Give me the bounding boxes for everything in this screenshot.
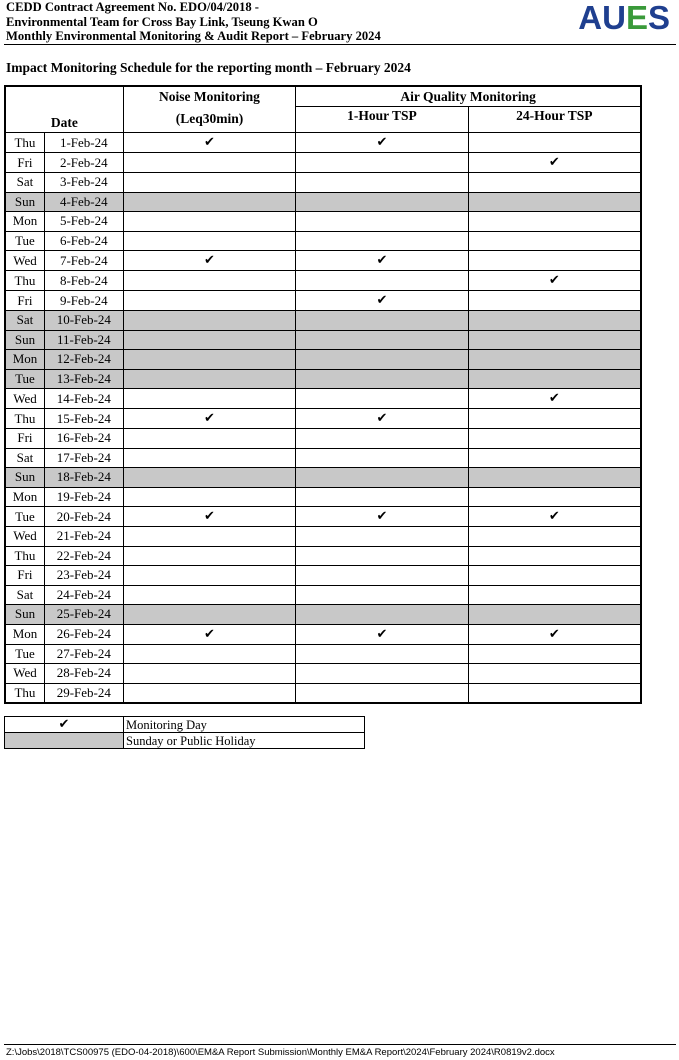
tsp1-cell	[296, 409, 468, 429]
schedule-row	[5, 251, 641, 271]
tsp1-cell	[296, 664, 468, 684]
air-quality-header: Air Quality Monitoring	[296, 86, 641, 107]
check-icon: ✔	[376, 626, 388, 642]
schedule-row	[5, 429, 641, 449]
tsp1-cell	[296, 173, 468, 193]
check-icon: ✔	[204, 509, 215, 524]
check-icon: ✔	[548, 391, 560, 406]
tsp1-cell	[296, 566, 468, 586]
tsp24-cell	[468, 369, 641, 389]
noise-cell	[123, 369, 296, 389]
tsp24-cell	[468, 173, 641, 193]
day-cell: Wed	[5, 389, 44, 409]
date-cell: 29-Feb-24	[44, 683, 123, 703]
date-cell: 25-Feb-24	[44, 605, 123, 625]
schedule-row	[5, 487, 641, 507]
check-icon: ✔	[204, 135, 215, 150]
tsp1-cell	[296, 487, 468, 507]
tsp1-header: 1-Hour TSP	[296, 107, 468, 133]
check-icon: ✔	[376, 253, 388, 268]
noise-cell	[123, 311, 296, 331]
tsp24-cell	[468, 350, 641, 370]
day-cell: Sat	[5, 173, 44, 193]
date-cell: 28-Feb-24	[44, 664, 123, 684]
noise-subheader: (Leq30min)	[123, 107, 296, 133]
date-cell: 6-Feb-24	[44, 231, 123, 251]
monitoring-schedule-table	[4, 85, 642, 704]
schedule-row	[5, 173, 641, 193]
date-cell: 27-Feb-24	[44, 644, 123, 664]
schedule-row	[5, 585, 641, 605]
date-header: Date	[5, 86, 123, 133]
tsp1-cell	[296, 527, 468, 547]
date-cell: 19-Feb-24	[44, 487, 123, 507]
tsp24-cell	[468, 644, 641, 664]
tsp24-cell	[468, 468, 641, 488]
schedule-row	[5, 546, 641, 566]
day-cell: Thu	[5, 133, 44, 153]
day-cell: Sun	[5, 605, 44, 625]
team-line: Environmental Team for Cross Bay Link, Tseung Kwan O	[6, 14, 318, 29]
day-cell: Sun	[5, 192, 44, 212]
schedule-row	[5, 192, 641, 212]
document-header	[6, 0, 674, 44]
tsp1-cell	[296, 369, 468, 389]
schedule-row	[5, 350, 641, 370]
tsp24-cell	[468, 585, 641, 605]
check-icon: ✔	[548, 273, 560, 288]
date-cell: 10-Feb-24	[44, 311, 123, 331]
date-cell: 21-Feb-24	[44, 527, 123, 547]
day-cell: Thu	[5, 409, 44, 429]
section-title: Impact Monitoring Schedule for the reporting month – February 2024	[6, 60, 411, 75]
tsp1-cell	[296, 133, 468, 153]
tsp1-cell	[296, 683, 468, 703]
check-icon: ✔	[204, 626, 215, 642]
tsp1-cell	[296, 231, 468, 251]
header-lines	[6, 0, 381, 44]
tsp24-cell	[468, 605, 641, 625]
date-cell: 24-Feb-24	[44, 585, 123, 605]
schedule-row	[5, 369, 641, 389]
day-cell: Fri	[5, 566, 44, 586]
day-cell: Sun	[5, 330, 44, 350]
date-cell: 9-Feb-24	[44, 291, 123, 311]
schedule-row	[5, 644, 641, 664]
date-cell: 17-Feb-24	[44, 448, 123, 468]
date-cell: 26-Feb-24	[44, 624, 123, 644]
tsp24-cell	[468, 291, 641, 311]
date-cell: 20-Feb-24	[44, 507, 123, 527]
day-cell: Sun	[5, 468, 44, 488]
noise-cell	[123, 624, 296, 644]
tsp1-cell	[296, 153, 468, 173]
tsp24-cell	[468, 231, 641, 251]
day-cell: Mon	[5, 212, 44, 232]
schedule-row	[5, 389, 641, 409]
noise-cell	[123, 133, 296, 153]
schedule-row	[5, 212, 641, 232]
day-cell: Mon	[5, 487, 44, 507]
tsp1-cell	[296, 624, 468, 644]
tsp1-cell	[296, 429, 468, 449]
day-cell: Thu	[5, 546, 44, 566]
noise-cell	[123, 507, 296, 527]
check-icon: ✔	[376, 411, 388, 426]
day-cell: Sat	[5, 311, 44, 331]
day-cell: Thu	[5, 683, 44, 703]
date-cell: 11-Feb-24	[44, 330, 123, 350]
noise-cell	[123, 546, 296, 566]
schedule-row	[5, 624, 641, 644]
tsp24-cell	[468, 664, 641, 684]
check-icon: ✔	[204, 411, 215, 426]
noise-cell	[123, 291, 296, 311]
date-cell: 18-Feb-24	[44, 468, 123, 488]
day-cell: Tue	[5, 231, 44, 251]
tsp1-cell	[296, 468, 468, 488]
noise-cell	[123, 566, 296, 586]
schedule-row	[5, 231, 641, 251]
schedule-row	[5, 271, 641, 291]
check-icon: ✔	[376, 293, 388, 308]
tsp24-cell	[468, 624, 641, 644]
check-icon: ✔	[548, 509, 560, 524]
tsp24-cell	[468, 389, 641, 409]
tsp24-header: 24-Hour TSP	[468, 107, 641, 133]
tsp1-cell	[296, 546, 468, 566]
noise-cell	[123, 153, 296, 173]
tsp24-cell	[468, 527, 641, 547]
schedule-row	[5, 311, 641, 331]
legend-monitoring-day: Monitoring Day	[124, 717, 365, 733]
schedule-row	[5, 507, 641, 527]
aues-logo: AUES	[578, 0, 670, 36]
tsp24-cell	[468, 251, 641, 271]
day-cell: Sat	[5, 448, 44, 468]
date-cell: 1-Feb-24	[44, 133, 123, 153]
tsp1-cell	[296, 448, 468, 468]
schedule-row	[5, 566, 641, 586]
schedule-body	[5, 133, 641, 704]
day-cell: Fri	[5, 291, 44, 311]
tsp24-cell	[468, 212, 641, 232]
day-cell: Wed	[5, 527, 44, 547]
noise-cell	[123, 173, 296, 193]
tsp24-cell	[468, 566, 641, 586]
noise-cell	[123, 330, 296, 350]
date-cell: 8-Feb-24	[44, 271, 123, 291]
tsp24-cell	[468, 330, 641, 350]
tsp24-cell	[468, 133, 641, 153]
noise-cell	[123, 192, 296, 212]
noise-cell	[123, 350, 296, 370]
noise-cell	[123, 585, 296, 605]
tsp1-cell	[296, 389, 468, 409]
tsp1-cell	[296, 311, 468, 331]
noise-cell	[123, 389, 296, 409]
noise-cell	[123, 487, 296, 507]
tsp1-cell	[296, 605, 468, 625]
tsp24-cell	[468, 429, 641, 449]
schedule-row	[5, 409, 641, 429]
schedule-row	[5, 527, 641, 547]
day-cell: Wed	[5, 664, 44, 684]
date-cell: 12-Feb-24	[44, 350, 123, 370]
tsp24-cell	[468, 192, 641, 212]
schedule-row	[5, 664, 641, 684]
noise-cell	[123, 664, 296, 684]
noise-cell	[123, 429, 296, 449]
noise-cell	[123, 468, 296, 488]
contract-line: CEDD Contract Agreement No. EDO/04/2018 -	[6, 0, 260, 14]
schedule-row	[5, 153, 641, 173]
day-cell: Tue	[5, 369, 44, 389]
day-cell: Tue	[5, 507, 44, 527]
date-cell: 14-Feb-24	[44, 389, 123, 409]
check-icon: ✔	[204, 253, 215, 268]
day-cell: Mon	[5, 350, 44, 370]
schedule-row	[5, 468, 641, 488]
noise-cell	[123, 212, 296, 232]
legend-grey-swatch	[5, 733, 124, 749]
schedule-row	[5, 448, 641, 468]
date-cell: 22-Feb-24	[44, 546, 123, 566]
date-cell: 3-Feb-24	[44, 173, 123, 193]
tsp1-cell	[296, 330, 468, 350]
check-icon: ✔	[548, 155, 560, 170]
legend-table	[4, 716, 365, 749]
date-cell: 16-Feb-24	[44, 429, 123, 449]
noise-cell	[123, 527, 296, 547]
tsp24-cell	[468, 487, 641, 507]
noise-cell	[123, 409, 296, 429]
day-cell: Mon	[5, 624, 44, 644]
report-line: Monthly Environmental Monitoring & Audit Report – February 2024	[6, 29, 381, 43]
footer-file-path: Z:\Jobs\2018\TCS00975 (EDO-04-2018)\600\EM&A Report Submission\Monthly EM&A Report\2024\February 2024\R0819v2.docx	[6, 1047, 555, 1058]
day-cell: Fri	[5, 153, 44, 173]
tsp24-cell	[468, 311, 641, 331]
noise-cell	[123, 644, 296, 664]
tsp24-cell	[468, 153, 641, 173]
noise-cell	[123, 231, 296, 251]
day-cell: Wed	[5, 251, 44, 271]
legend-holiday: Sunday or Public Holiday	[124, 733, 365, 749]
date-cell: 4-Feb-24	[44, 192, 123, 212]
tsp24-cell	[468, 409, 641, 429]
schedule-row	[5, 605, 641, 625]
schedule-row	[5, 330, 641, 350]
tsp1-cell	[296, 507, 468, 527]
date-cell: 15-Feb-24	[44, 409, 123, 429]
tsp1-cell	[296, 271, 468, 291]
check-icon: ✔	[376, 509, 388, 524]
check-icon: ✔	[58, 717, 70, 732]
tsp24-cell	[468, 683, 641, 703]
noise-cell	[123, 448, 296, 468]
check-icon: ✔	[548, 626, 560, 642]
tsp1-cell	[296, 212, 468, 232]
tsp24-cell	[468, 546, 641, 566]
noise-cell	[123, 271, 296, 291]
tsp1-cell	[296, 192, 468, 212]
day-cell: Tue	[5, 644, 44, 664]
tsp1-cell	[296, 644, 468, 664]
tsp1-cell	[296, 350, 468, 370]
noise-cell	[123, 251, 296, 271]
day-cell: Thu	[5, 271, 44, 291]
noise-header: Noise Monitoring	[123, 86, 296, 107]
date-cell: 7-Feb-24	[44, 251, 123, 271]
tsp1-cell	[296, 585, 468, 605]
tsp24-cell	[468, 507, 641, 527]
day-cell: Fri	[5, 429, 44, 449]
legend-tick-cell	[5, 717, 124, 733]
check-icon: ✔	[376, 135, 388, 150]
noise-cell	[123, 605, 296, 625]
date-cell: 2-Feb-24	[44, 153, 123, 173]
schedule-row	[5, 291, 641, 311]
day-cell: Sat	[5, 585, 44, 605]
date-cell: 5-Feb-24	[44, 212, 123, 232]
date-cell: 23-Feb-24	[44, 566, 123, 586]
tsp24-cell	[468, 271, 641, 291]
schedule-row	[5, 683, 641, 703]
tsp1-cell	[296, 291, 468, 311]
date-cell: 13-Feb-24	[44, 369, 123, 389]
tsp24-cell	[468, 448, 641, 468]
footer-divider	[4, 1044, 676, 1045]
tsp1-cell	[296, 251, 468, 271]
noise-cell	[123, 683, 296, 703]
header-divider	[4, 44, 676, 45]
schedule-row	[5, 133, 641, 153]
